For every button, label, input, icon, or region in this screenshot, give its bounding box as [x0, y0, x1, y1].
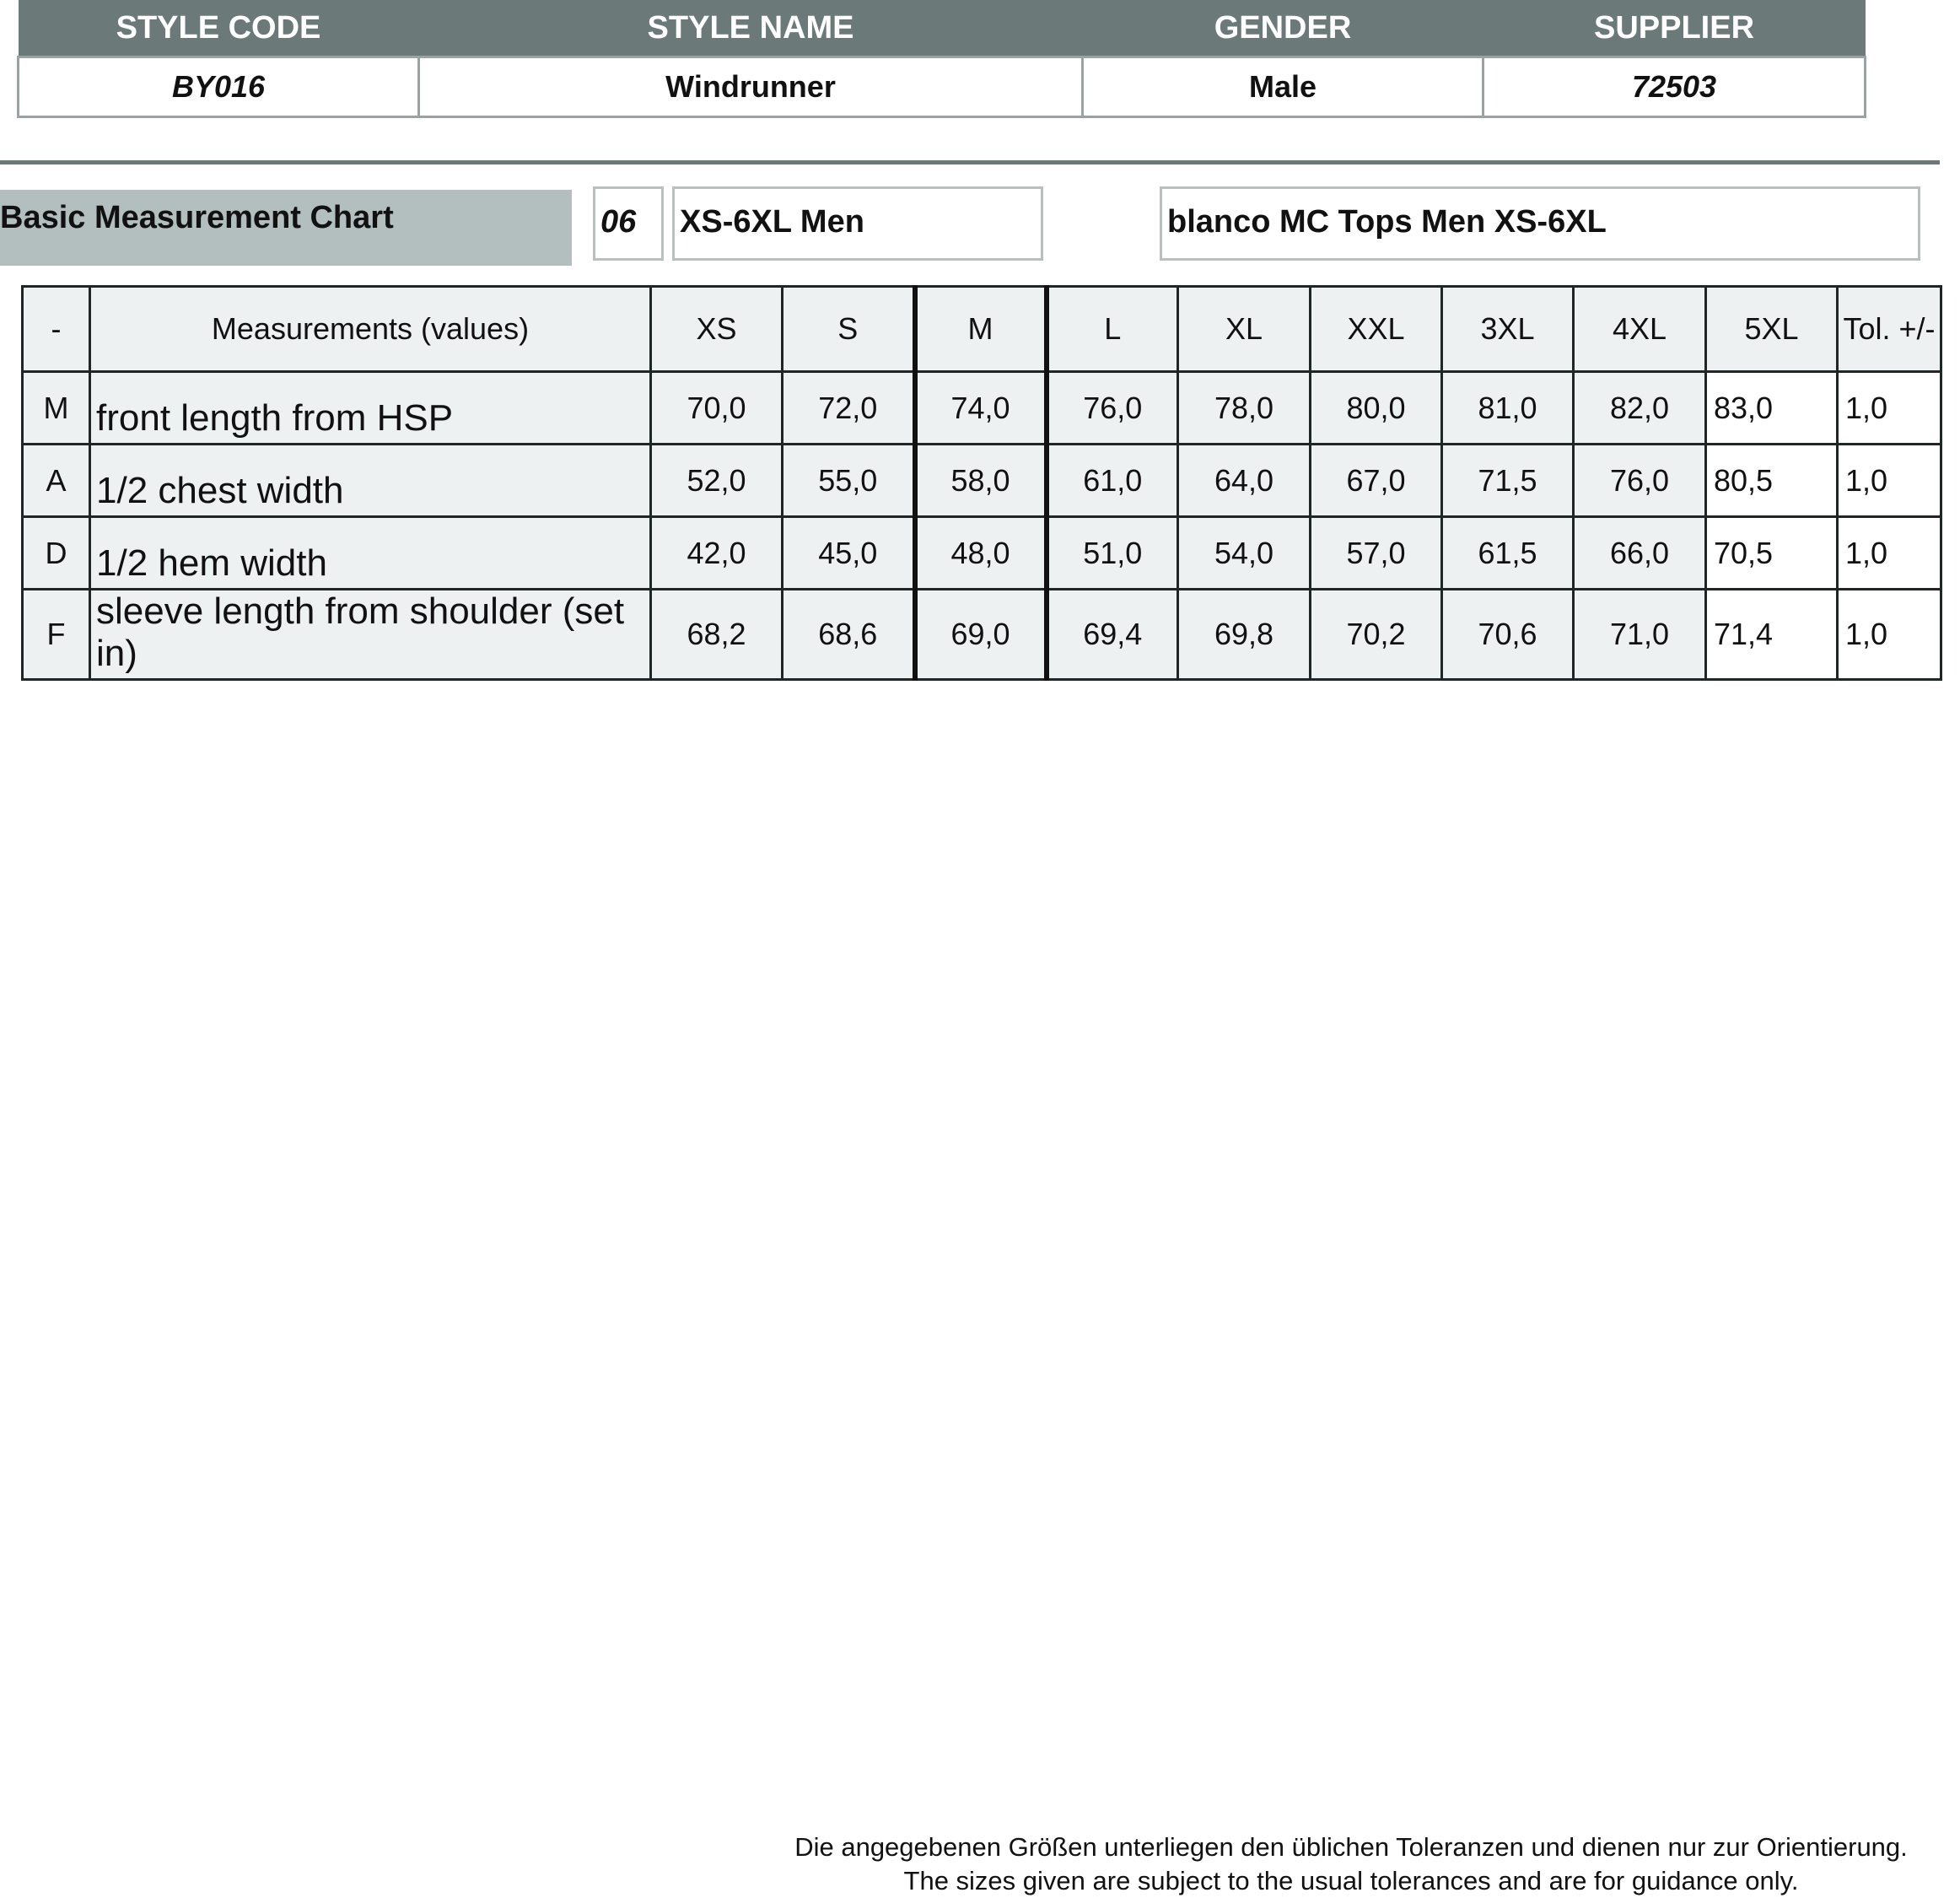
value-cell: 76,0	[1574, 445, 1706, 517]
value-cell: 76,0	[1047, 372, 1178, 445]
size-header-xxl: XXL	[1311, 287, 1442, 372]
table-row	[23, 372, 1941, 445]
row-measurement-name: 1/2 chest width	[90, 445, 651, 517]
tolerance-cell: 1,0	[1838, 517, 1941, 590]
value-cell: 74,0	[915, 372, 1047, 445]
style-values-row	[19, 57, 1866, 117]
measurement-table	[21, 285, 1942, 681]
disclaimer-english: The sizes given are subject to the usual tolerances and are for guidance only.	[903, 1866, 1799, 1895]
value-cell: 57,0	[1311, 517, 1442, 590]
value-cell: 71,0	[1574, 590, 1706, 680]
value-cell: 55,0	[783, 445, 915, 517]
table-row	[23, 517, 1941, 590]
value-cell: 68,6	[783, 590, 915, 680]
size-header-m: M	[915, 287, 1047, 372]
table-row	[23, 445, 1941, 517]
value-cell: 61,0	[1047, 445, 1178, 517]
chart-range-box: XS-6XL Men	[672, 186, 1043, 261]
value-cell: 58,0	[915, 445, 1047, 517]
table-row	[23, 590, 1941, 680]
value-cell: 72,0	[783, 372, 915, 445]
value-cell: 54,0	[1178, 517, 1311, 590]
value-cell: 70,2	[1311, 590, 1442, 680]
style-code-value: BY016	[19, 57, 419, 117]
disclaimer	[742, 1831, 1960, 1898]
value-cell: 67,0	[1311, 445, 1442, 517]
value-cell: 66,0	[1574, 517, 1706, 590]
row-code: F	[23, 590, 90, 680]
row-measurement-name: sleeve length from shoulder (set in)	[90, 590, 651, 680]
size-header-xl: XL	[1178, 287, 1311, 372]
style-name-header: STYLE NAME	[419, 0, 1083, 57]
size-header-xs: XS	[651, 287, 783, 372]
tolerance-cell: 1,0	[1838, 445, 1941, 517]
supplier-value: 72503	[1483, 57, 1866, 117]
value-cell: 80,0	[1311, 372, 1442, 445]
style-code-header: STYLE CODE	[19, 0, 419, 57]
value-cell: 52,0	[651, 445, 783, 517]
code-column-header: -	[23, 287, 90, 372]
row-code: A	[23, 445, 90, 517]
disclaimer-german: Die angegebenen Größen unterliegen den üblichen Toleranzen und dienen nur zur Orientierung.	[794, 1832, 1908, 1862]
tolerance-header: Tol. +/-	[1838, 287, 1941, 372]
value-cell: 69,8	[1178, 590, 1311, 680]
value-cell: 48,0	[915, 517, 1047, 590]
chart-label: Basic Measurement Chart	[0, 190, 572, 266]
value-cell: 45,0	[783, 517, 915, 590]
value-cell: 42,0	[651, 517, 783, 590]
measurement-name-header: Measurements (values)	[90, 287, 651, 372]
chart-description-box: blanco MC Tops Men XS-6XL	[1160, 186, 1920, 261]
value-cell: 71,4	[1706, 590, 1838, 680]
size-header-l: L	[1047, 287, 1178, 372]
supplier-header: SUPPLIER	[1483, 0, 1866, 57]
value-cell: 78,0	[1178, 372, 1311, 445]
value-cell: 70,0	[651, 372, 783, 445]
size-header-3xl: 3XL	[1442, 287, 1574, 372]
tolerance-cell: 1,0	[1838, 372, 1941, 445]
gender-header: GENDER	[1083, 0, 1483, 57]
row-measurement-name: front length from HSP	[90, 372, 651, 445]
value-cell: 61,5	[1442, 517, 1574, 590]
value-cell: 64,0	[1178, 445, 1311, 517]
value-cell: 81,0	[1442, 372, 1574, 445]
value-cell: 70,5	[1706, 517, 1838, 590]
value-cell: 68,2	[651, 590, 783, 680]
row-code: D	[23, 517, 90, 590]
value-cell: 70,6	[1442, 590, 1574, 680]
chart-code-box: 06	[593, 186, 664, 261]
tolerance-cell: 1,0	[1838, 590, 1941, 680]
style-header-row	[19, 0, 1866, 57]
row-code: M	[23, 372, 90, 445]
size-header-5xl: 5XL	[1706, 287, 1838, 372]
measurement-header-row	[23, 287, 1941, 372]
section-divider	[0, 160, 1940, 164]
row-measurement-name: 1/2 hem width	[90, 517, 651, 590]
size-header-s: S	[783, 287, 915, 372]
size-header-4xl: 4XL	[1574, 287, 1706, 372]
value-cell: 83,0	[1706, 372, 1838, 445]
style-name-value: Windrunner	[419, 57, 1083, 117]
value-cell: 80,5	[1706, 445, 1838, 517]
value-cell: 71,5	[1442, 445, 1574, 517]
value-cell: 69,0	[915, 590, 1047, 680]
style-header-table	[17, 0, 1866, 118]
gender-value: Male	[1083, 57, 1483, 117]
value-cell: 82,0	[1574, 372, 1706, 445]
value-cell: 69,4	[1047, 590, 1178, 680]
value-cell: 51,0	[1047, 517, 1178, 590]
